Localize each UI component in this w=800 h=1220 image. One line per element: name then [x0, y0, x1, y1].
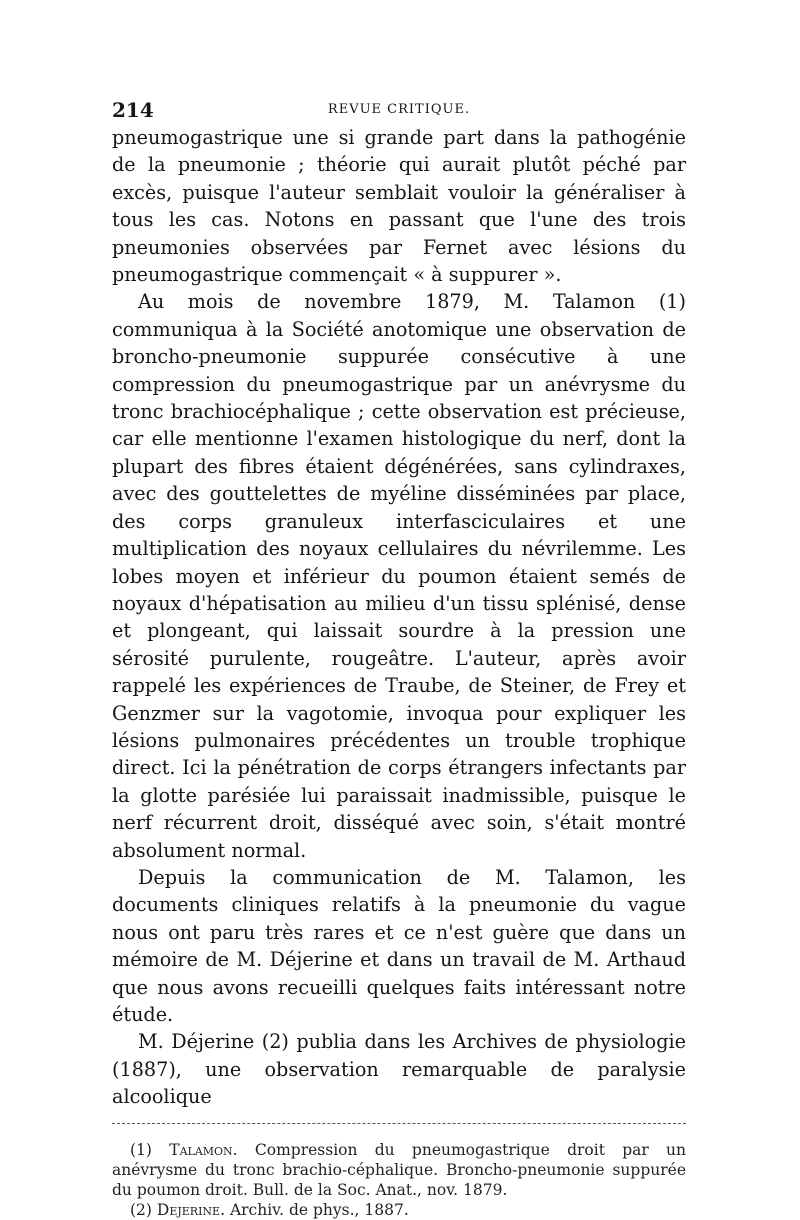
footnote-separator [112, 1123, 686, 1124]
page-number: 214 [112, 98, 154, 122]
footnotes [112, 1140, 686, 1220]
page-header [112, 98, 686, 124]
footnote-marker: (2) [130, 1200, 152, 1219]
footnote-marker: (1) [130, 1140, 152, 1159]
paragraph-talamon: Au mois de novembre 1879, M. Talamon (1) communiqua à la Société anotomique une observation de broncho-pneumonie suppurée consécutive à une compression du pneumogastrique par un anévrysme du tronc brachiocéphalique ; cette observation est précieuse, car elle mentionne l'examen histologique du nerf, dont la plupart des fibres étaient dégénérées, sans cylindraxes, avec des gouttelettes de myéline disséminées par place, des corps granuleux interfasciculaires et une multiplication des noyaux cellulaires du névrilemme. Les lobes moyen et inférieur du poumon étaient semés de noyaux d'hépatisation au milieu d'un tissu splénisé, dense et plongeant, qui laissait sourdre à la pression une sérosité purulente, rougeâtre. L'auteur, après avoir rappelé les expériences de Traube, de Steiner, de Frey et Genzmer sur la vagotomie, invoqua pour expliquer les lésions pulmonaires précédentes un trouble trophique direct. Ici la pénétration de corps étrangers infectants par la glotte parésiée lui paraissait inadmissible, puisque le nerf récurrent droit, disséqué avec soin, s'était montré absolument normal. [112, 290, 686, 862]
footnote-1 [112, 1140, 686, 1200]
footnote-author: Dejerine. [156, 1200, 226, 1219]
body-text [112, 124, 686, 1111]
footnote-2 [112, 1200, 686, 1220]
footnote-author: Talamon. [169, 1140, 238, 1159]
footnote-text: Compression du pneumogastrique droit par un anévrysme du tronc brachio-céphalique. Broncho-pneumonie suppurée du poumon droit. Bull. de la Soc. Anat., nov. 1879. [112, 1140, 686, 1199]
footnote-text: Archiv. de phys., 1887. [229, 1200, 409, 1219]
paragraph-documents: Depuis la communication de M. Talamon, les documents cliniques relatifs à la pneumonie du vague nous ont paru très rares et ce n'est guère que dans un mémoire de M. Déjerine et dans un travail de M. Arthaud que nous avons recueilli quelques faits intéressant notre étude. [112, 865, 686, 1026]
book-page [112, 98, 686, 1220]
paragraph-dejerine: M. Déjerine (2) publia dans les Archives de physiologie (1887), une observation remarquable de paralysie alcoolique [112, 1030, 686, 1109]
running-title: REVUE CRITIQUE. [327, 102, 471, 117]
paragraph-continued: pneumogastrique une si grande part dans la pathogénie de la pneumonie ; théorie qui aurait plutôt péché par excès, puisque l'auteur semblait vouloir la généraliser à tous les cas. Notons en passant que l'une des trois pneumonies observées par Fernet avec lésions du pneumogastrique commençait « à suppurer ». [112, 126, 686, 287]
